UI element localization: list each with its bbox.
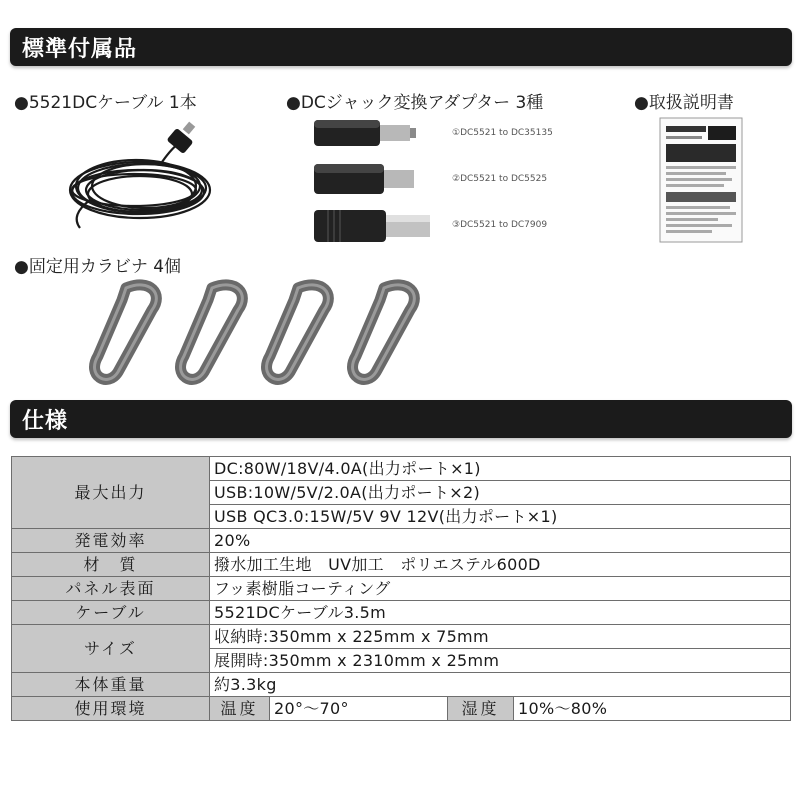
table-row xyxy=(12,673,791,697)
max-output-dc: DC:80W/18V/4.0A(出力ポート×1) xyxy=(210,457,791,481)
table-row xyxy=(12,457,791,481)
specs-title: 仕様 xyxy=(22,409,69,434)
carabiner-2-image xyxy=(178,280,258,384)
max-output-usb: USB:10W/5V/2.0A(出力ポート×2) xyxy=(210,481,791,505)
adapters-label: ●DCジャック変換アダプター 3種 xyxy=(286,93,544,113)
panel-label: パネル表面 xyxy=(12,577,210,601)
adapter-3-caption: ③DC5521 to DC7909 xyxy=(452,220,548,230)
accessories-title: 標準付属品 xyxy=(22,37,138,62)
weight-value: 約3.3kg xyxy=(210,673,791,697)
carabiner-4-image xyxy=(350,280,430,384)
cable-spec-value: 5521DCケーブル3.5m xyxy=(210,601,791,625)
humidity-label: 湿度 xyxy=(448,697,514,721)
carabiner-3-image xyxy=(264,280,344,384)
temp-value: 20°〜70° xyxy=(270,697,448,721)
dc-cable-image xyxy=(60,120,230,240)
size-label: サイズ xyxy=(12,625,210,673)
max-output-usb-qc: USB QC3.0:15W/5V 9V 12V(出力ポート×1) xyxy=(210,505,791,529)
manual-label: ●取扱説明書 xyxy=(634,93,734,113)
carabiner-1-image xyxy=(92,280,172,384)
spec-table xyxy=(11,456,791,721)
adapter-3-image xyxy=(308,206,438,246)
material-label: 材 質 xyxy=(12,553,210,577)
specs-header xyxy=(10,400,792,438)
size-deployed: 展開時:350mm x 2310mm x 25mm xyxy=(210,649,791,673)
adapter-1-caption: ①DC5521 to DC35135 xyxy=(452,128,553,138)
material-value: 撥水加工生地 UV加工 ポリエステル600D xyxy=(210,553,791,577)
manual-image xyxy=(660,118,742,242)
table-row xyxy=(12,529,791,553)
efficiency-label: 発電効率 xyxy=(12,529,210,553)
max-output-label: 最大出力 xyxy=(12,457,210,529)
temp-label: 温度 xyxy=(210,697,270,721)
size-stored: 収納時:350mm x 225mm x 75mm xyxy=(210,625,791,649)
table-row xyxy=(12,625,791,649)
humidity-value: 10%〜80% xyxy=(514,697,791,721)
adapter-2-caption: ②DC5521 to DC5525 xyxy=(452,174,548,184)
adapter-1-image xyxy=(308,118,418,148)
efficiency-value: 20% xyxy=(210,529,791,553)
carabiner-label: ●固定用カラビナ 4個 xyxy=(14,257,182,277)
panel-value: フッ素樹脂コーティング xyxy=(210,577,791,601)
cable-label: ●5521DCケーブル 1本 xyxy=(14,93,197,113)
adapter-2-image xyxy=(308,162,418,196)
cable-spec-label: ケーブル xyxy=(12,601,210,625)
weight-label: 本体重量 xyxy=(12,673,210,697)
table-row xyxy=(12,577,791,601)
accessories-header xyxy=(10,28,792,66)
table-row xyxy=(12,601,791,625)
table-row xyxy=(12,553,791,577)
table-row xyxy=(12,697,791,721)
env-label: 使用環境 xyxy=(12,697,210,721)
